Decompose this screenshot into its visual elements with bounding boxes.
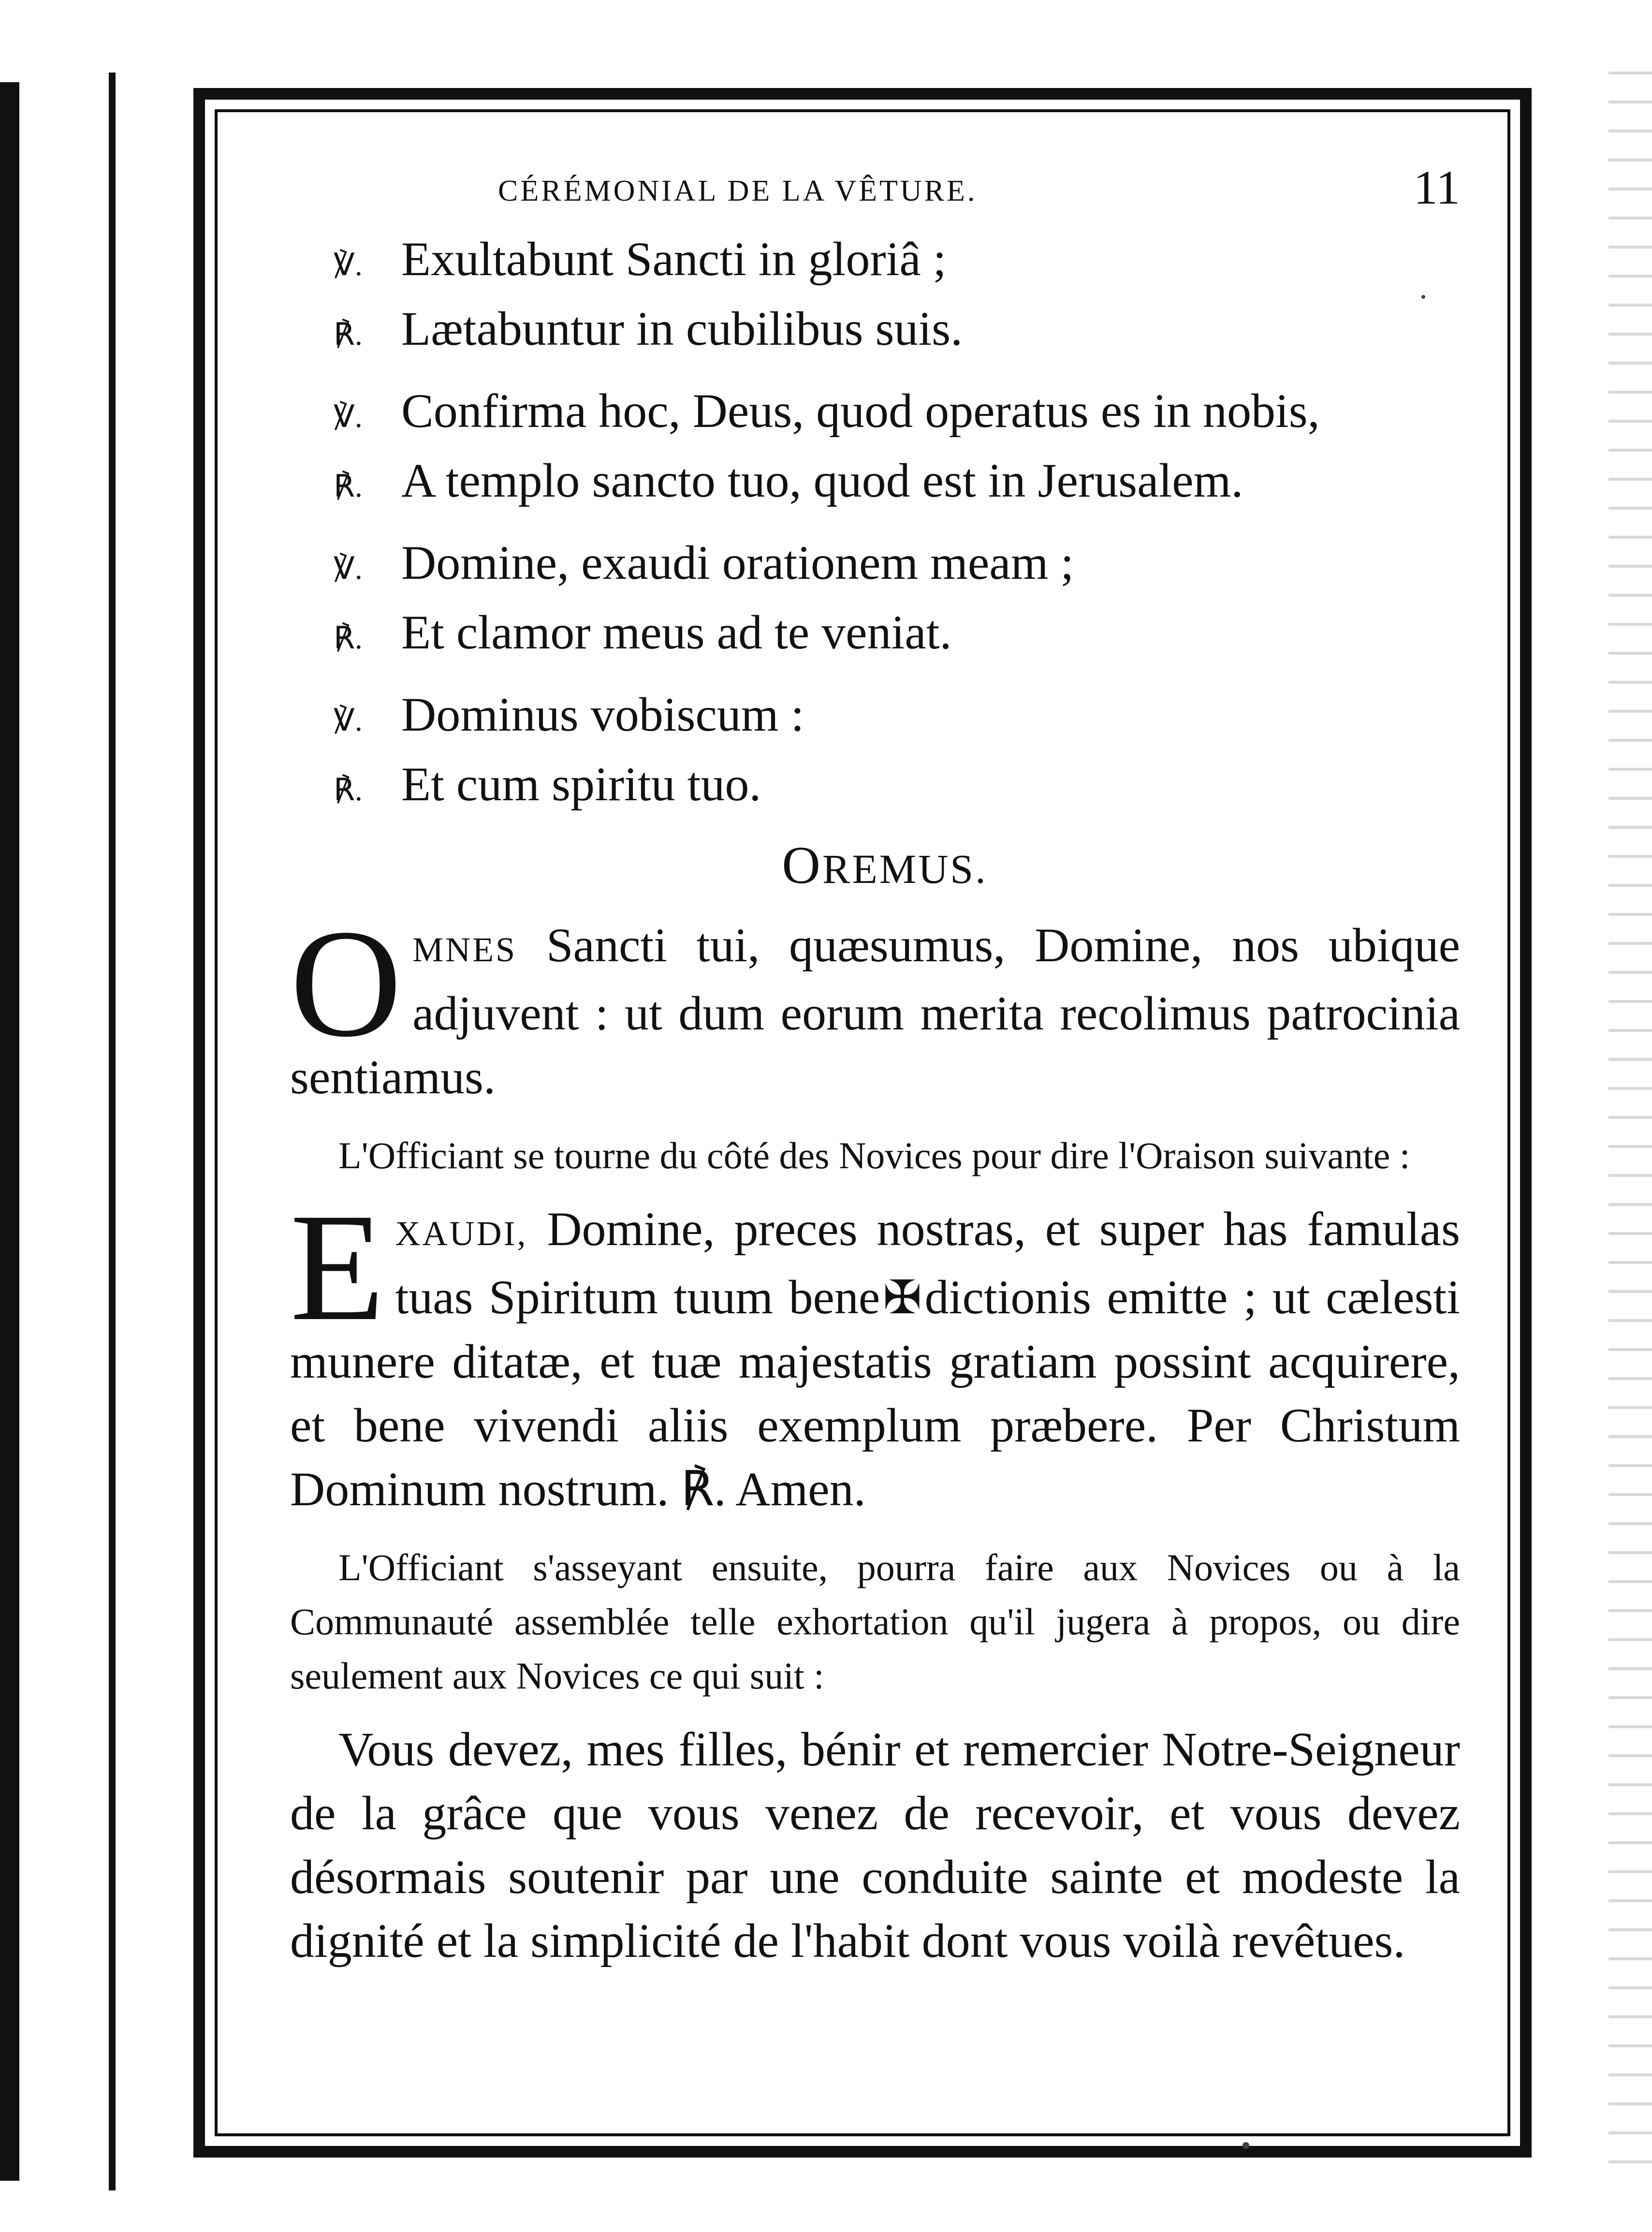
versicle-line xyxy=(290,379,1460,449)
versicles-block xyxy=(290,227,1460,822)
versicle-symbol: ℣. xyxy=(334,399,363,434)
response-text: Lætabuntur in cubilibus suis. xyxy=(401,302,963,355)
versicle-text: Confirma hoc, Deus, quod operatus es in nobis, xyxy=(401,384,1320,438)
prayer-exaudi xyxy=(290,1182,1460,1521)
prayer-text-before-cross: Domine, preces nostras, et super has famulas tuas Spiritum tuum bene xyxy=(395,1202,1460,1324)
response-text: Et cum spiritu tuo. xyxy=(401,757,761,811)
versicle-pair xyxy=(290,227,1460,367)
response-text: Et clamor meus ad te veniat. xyxy=(401,605,952,659)
prayer-lead-word: MNES xyxy=(412,930,517,969)
right-page-edge xyxy=(1608,58,1652,2186)
versicle-text: Exultabunt Sancti in gloriâ ; xyxy=(401,232,947,286)
page-number: 11 xyxy=(1413,161,1460,214)
drop-cap: O xyxy=(290,898,402,1069)
print-speck xyxy=(1421,295,1425,299)
page-content xyxy=(290,155,1460,1973)
versicle-text: Dominus vobiscum : xyxy=(401,688,804,741)
left-margin-rule xyxy=(0,82,19,2181)
prayer-text: Sancti tui, quæsumus, Domine, nos ubique adjuvent : ut dum eorum merita recolimus patrocinia sentiamus. xyxy=(290,918,1460,1104)
response-line xyxy=(290,449,1460,518)
response-symbol: ℟. xyxy=(334,469,363,503)
versicle-pair xyxy=(290,379,1460,518)
response-text: A templo sancto tuo, quod est in Jerusalem. xyxy=(401,454,1243,507)
response-line xyxy=(290,601,1460,670)
prayer-omnes xyxy=(290,898,1460,1109)
versicle-line xyxy=(290,227,1460,297)
prayer-amen: Amen. xyxy=(735,1462,866,1516)
versicle-line xyxy=(290,531,1460,601)
oremus-heading xyxy=(309,835,1460,896)
print-speck xyxy=(1243,2142,1249,2149)
running-head xyxy=(290,155,1460,222)
versicle-pair xyxy=(290,683,1460,822)
response-symbol: ℟. xyxy=(334,621,363,655)
prayer-lead-word: XAUDI, xyxy=(395,1214,528,1253)
exhortation-text: Vous devez, mes filles, bénir et remercier Notre-Seigneur de la grâce que vous venez de recevoir, et vous devez désormais soutenir par une conduite sainte et modeste la dignité et la simplicité de l'habit dont vous voilà revêtues. xyxy=(290,1722,1460,1968)
rubric-exhortation: L'Officiant s'asseyant ensuite, pourra faire aux Novices ou à la Communauté assemblée telle exhortation qu'il jugera à propos, ou dire seulement aux Novices ce qui suit : xyxy=(290,1546,1460,1697)
drop-cap: E xyxy=(290,1182,385,1353)
oremus-initial: O xyxy=(782,836,822,895)
rubric-officiant-turns: L'Officiant se tourne du côté des Novices pour dire l'Oraison suivante : xyxy=(338,1134,1410,1176)
versicle-symbol: ℣. xyxy=(334,248,363,282)
left-margin-thin-rule xyxy=(109,73,116,2190)
response-symbol: ℟. xyxy=(681,1462,726,1516)
versicle-symbol: ℣. xyxy=(334,551,363,586)
prayer-text-after-cross: dictionis emitte ; ut cælesti munere ditatæ, et tuæ majestatis gratiam possint acquirere, et bene vivendi aliis exemplum præbere. Per Christum Dominum nostrum. xyxy=(290,1270,1460,1516)
cross-icon: ✠ xyxy=(883,1272,922,1323)
response-symbol: ℟. xyxy=(334,773,363,807)
response-line xyxy=(290,297,1460,367)
response-line xyxy=(290,752,1460,822)
oremus-rest: REMUS. xyxy=(822,846,988,892)
response-symbol: ℟. xyxy=(334,317,363,352)
versicle-symbol: ℣. xyxy=(334,703,363,737)
running-title: CÉRÉMONIAL DE LA VÊTURE. xyxy=(498,175,978,207)
versicle-pair xyxy=(290,531,1460,670)
versicle-text: Domine, exaudi orationem meam ; xyxy=(401,536,1074,589)
versicle-line xyxy=(290,683,1460,752)
